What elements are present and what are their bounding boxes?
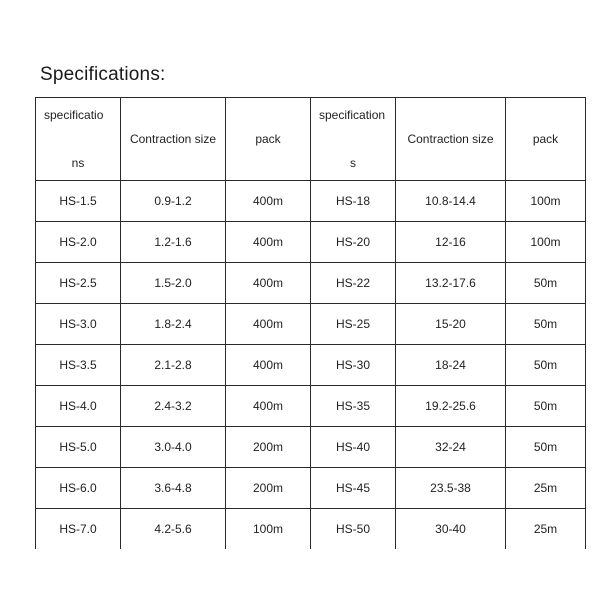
cell-contraction-left: 0.9-1.2 xyxy=(121,181,226,222)
cell-pack-right: 25m xyxy=(506,509,586,550)
cell-contraction-right: 30-40 xyxy=(396,509,506,550)
cell-spec-left: HS-1.5 xyxy=(36,181,121,222)
cell-spec-left: HS-5.0 xyxy=(36,427,121,468)
cell-contraction-left: 3.6-4.8 xyxy=(121,468,226,509)
cell-spec-left: HS-3.5 xyxy=(36,345,121,386)
cell-spec-left: HS-6.0 xyxy=(36,468,121,509)
cell-pack-left: 200m xyxy=(226,468,311,509)
header-specifications-right xyxy=(311,98,396,181)
cell-spec-left: HS-7.0 xyxy=(36,509,121,550)
cell-spec-right: HS-22 xyxy=(311,263,396,304)
cell-spec-right: HS-30 xyxy=(311,345,396,386)
cell-contraction-left: 1.8-2.4 xyxy=(121,304,226,345)
cell-pack-left: 100m xyxy=(226,509,311,550)
cell-contraction-left: 2.4-3.2 xyxy=(121,386,226,427)
cell-spec-right: HS-20 xyxy=(311,222,396,263)
cell-pack-left: 400m xyxy=(226,386,311,427)
table-row xyxy=(36,509,586,550)
header-spec-left-line2: ns xyxy=(71,156,85,170)
table-row xyxy=(36,427,586,468)
cell-contraction-right: 18-24 xyxy=(396,345,506,386)
cell-pack-left: 400m xyxy=(226,222,311,263)
table-row xyxy=(36,386,586,427)
header-spec-left-line1: specificatio xyxy=(44,108,104,122)
cell-spec-right: HS-25 xyxy=(311,304,396,345)
header-contraction-left: Contraction size xyxy=(121,98,226,181)
cell-contraction-right: 12-16 xyxy=(396,222,506,263)
cell-spec-right: HS-40 xyxy=(311,427,396,468)
cell-pack-right: 50m xyxy=(506,427,586,468)
cell-pack-left: 400m xyxy=(226,304,311,345)
cell-spec-right: HS-50 xyxy=(311,509,396,550)
cell-pack-left: 400m xyxy=(226,263,311,304)
cell-spec-left: HS-4.0 xyxy=(36,386,121,427)
cell-contraction-right: 10.8-14.4 xyxy=(396,181,506,222)
cell-contraction-left: 4.2-5.6 xyxy=(121,509,226,550)
cell-pack-right: 100m xyxy=(506,222,586,263)
cell-spec-right: HS-45 xyxy=(311,468,396,509)
cell-spec-right: HS-35 xyxy=(311,386,396,427)
cell-pack-left: 200m xyxy=(226,427,311,468)
header-pack-left: pack xyxy=(226,98,311,181)
table-row xyxy=(36,468,586,509)
header-spec-right-line1: specification xyxy=(319,108,386,122)
cell-pack-right: 50m xyxy=(506,345,586,386)
cell-pack-left: 400m xyxy=(226,181,311,222)
header-specifications-left xyxy=(36,98,121,181)
cell-spec-right: HS-18 xyxy=(311,181,396,222)
cell-pack-right: 25m xyxy=(506,468,586,509)
table-row xyxy=(36,345,586,386)
cell-spec-left: HS-3.0 xyxy=(36,304,121,345)
cell-contraction-left: 1.5-2.0 xyxy=(121,263,226,304)
cell-spec-left: HS-2.5 xyxy=(36,263,121,304)
cell-spec-left: HS-2.0 xyxy=(36,222,121,263)
cell-pack-left: 400m xyxy=(226,345,311,386)
table-row xyxy=(36,304,586,345)
cell-contraction-left: 2.1-2.8 xyxy=(121,345,226,386)
page-title: Specifications: xyxy=(40,64,166,85)
cell-pack-right: 50m xyxy=(506,386,586,427)
cell-pack-right: 100m xyxy=(506,181,586,222)
cell-contraction-right: 13.2-17.6 xyxy=(396,263,506,304)
table-row xyxy=(36,181,586,222)
header-spec-right-line2: s xyxy=(350,156,356,170)
table-row xyxy=(36,263,586,304)
cell-contraction-right: 19.2-25.6 xyxy=(396,386,506,427)
specifications-table xyxy=(35,97,586,549)
cell-pack-right: 50m xyxy=(506,304,586,345)
table-header-row xyxy=(36,98,586,181)
table-row xyxy=(36,222,586,263)
cell-contraction-right: 15-20 xyxy=(396,304,506,345)
cell-contraction-right: 32-24 xyxy=(396,427,506,468)
cell-contraction-left: 3.0-4.0 xyxy=(121,427,226,468)
header-pack-right: pack xyxy=(506,98,586,181)
cell-contraction-right: 23.5-38 xyxy=(396,468,506,509)
cell-contraction-left: 1.2-1.6 xyxy=(121,222,226,263)
bottom-crop-area xyxy=(0,553,600,600)
cell-pack-right: 50m xyxy=(506,263,586,304)
header-contraction-right: Contraction size xyxy=(396,98,506,181)
